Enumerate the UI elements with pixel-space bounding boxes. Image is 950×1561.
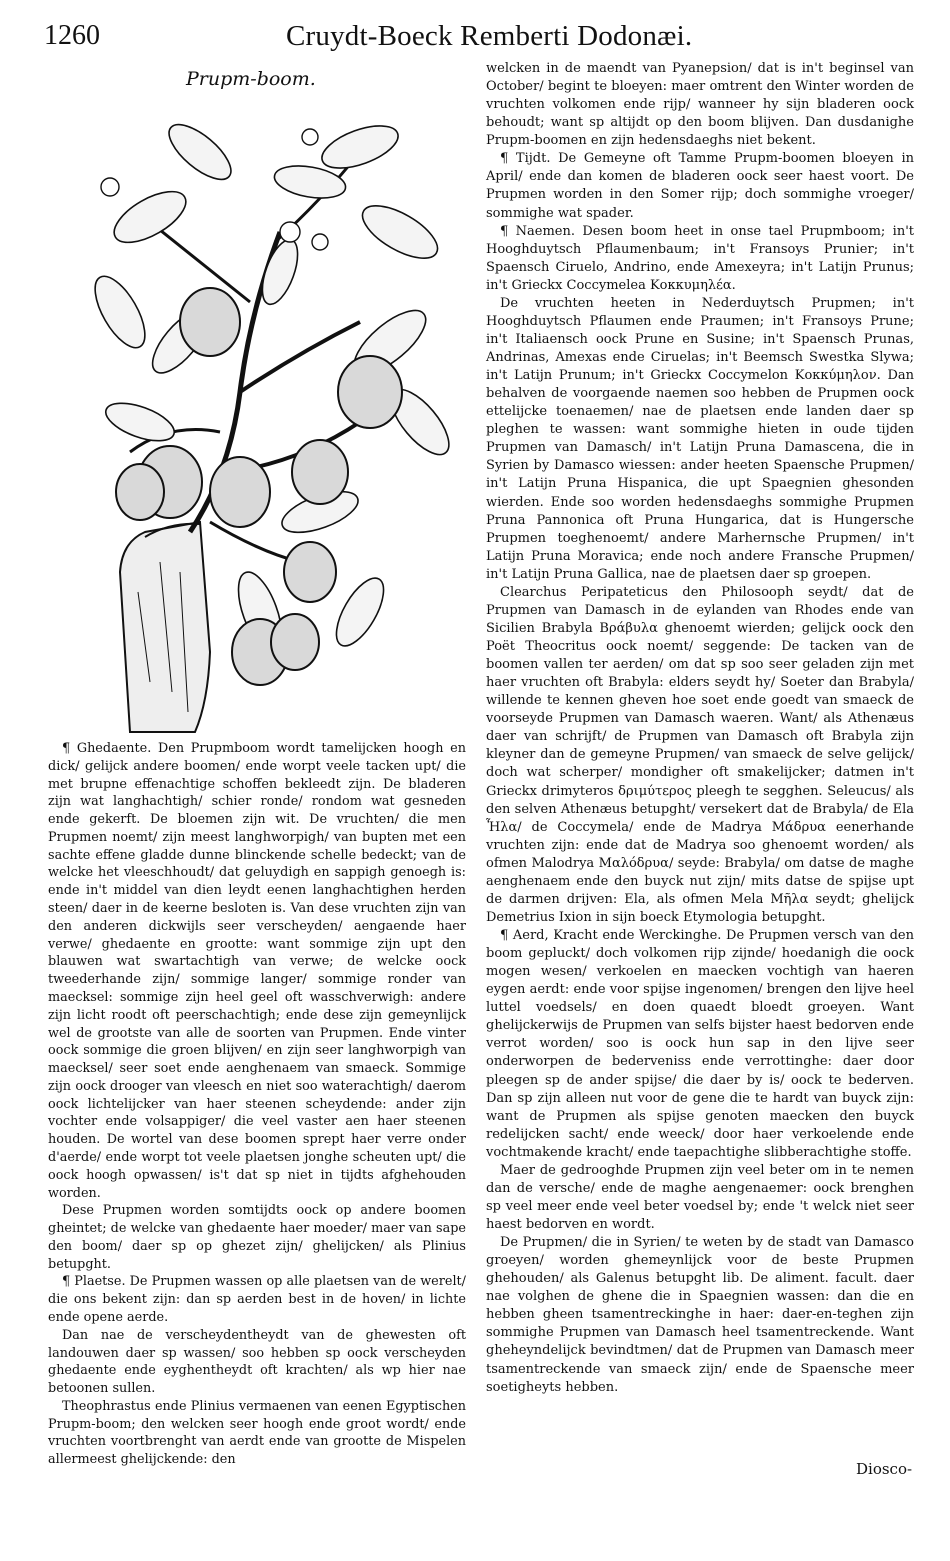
right-column [486,60,914,1397]
paragraph-dried-plums: Maer de gedrooghde Prupmen zijn veel beter om in te nemen dan de versche/ ende de maghe aengenaemer: oock brenghen sp veel meer ende veel beter voedsel by; ende 't welck niet seer haest bedorven en wordt. [486,1162,914,1232]
paragraph-tijdt: ¶ Tijdt. De Gemeyne oft Tamme Prupm-boomen bloeyen in April/ ende dan komen de bladeren oock seer haest voort. De Prupmen worden in den Somer rijp; doch sommighe vroeger/ sommighe wat spader. [486,151,914,221]
paragraph-clearchus: Clearchus Peripateticus den Philosooph seydt/ dat de Prupmen van Damasch in de eylanden van Rhodes ende van Sicilien Brabyla Βράβυλα ghenoemt wierden; gelijck oock den Poët Theocritus oock noemt/ seggende: De tacken van de boomen vallen ter aerden/ om dat sp soo seer geladen zijn met haer vruchten oft Brabyla: elders seydt hy/ Soeter dan Brabyla/ willende te kennen gheven hoe soet ende goedt van smaeck de voorseyde Prupmen van Damasch waeren. Want/ als Athenæus daer van schrijft/ de Prupmen van Damasch oft Brabyla zijn kleyner dan de gemeyne Prupmen/ van smaeck de selve gelijck/ doch wat scherper/ mondigher oft smakelijcker; datmen in't Grieckx drimyteros δριμύτερος pleegh te segghen. Seleucus/ als den selven Athenæus betupght/ versekert dat de Brabyla/ de Ela Ἦλα/ de Coccymela/ ende de Madrya Μάδρυα eenerhande vruchten zijn: ende dat de Madrya soo ghenoemt worden/ als ofmen Malodrya Μαλόδρυα/ seyde: Brabyla/ om datse de maghe aenghenaem ende den buyck nut zijn/ mits datse de spijse upt de darmen drijven: Ela, als ofmen Mela Μῆλα seydt; ghelijck Demetrius Ixion in sijn boeck Etymologia betupght. [486,584,914,925]
running-title: Cruydt-Boeck Remberti Dodonæi. [286,20,693,52]
page-number: 1260 [44,20,100,51]
paragraph-regions: Dan nae de verscheydentheydt van de ghewesten oft landouwen daer sp wassen/ soo hebben sp oock verscheyden ghedaente ende eyghentheydt oft krachten/ als wp hier nae betoonen sullen. [48,1327,466,1397]
paragraph-plaetse: ¶ Plaetse. De Prupmen wassen op alle plaetsen van de werelt/ die ons bekent zijn: dan sp aerden best in de hoven/ in lichte ende opene aerde. [48,1274,466,1325]
paragraph-ghedaente: ¶ Ghedaente. Den Prupmboom wordt tamelijcken hoogh en dick/ gelijck andere boomen/ ende worpt veele tacken upt/ die met brupne effenachtige schoffen bekleedt zijn. De bladeren zijn wat langhachtigh/ schier ronde/ rondom wat gesneden ende gekerft. De bloemen zijn wit. De vruchten/ die men Prupmen noemt/ zijn meest langhworpigh/ van bupten met een sachte effene gladde dunne blinckende schelle bedeckt; van de welcke het vleeschhoudt/ dat geluydigh en sappigh genoegh is: ende in't middel van dien leydt eenen langhachtighen herden steen/ daer in de keerne besloten is. Van dese vruchten zijn van den anderen dickwijls seer verscheyden/ aengaende haer verwe/ ghedaente en grootte: want sommige zijn upt den blauwen wat swartachtigh van verwe; de welcke oock tweederhande zijn/ sommige langer/ sommige ronder van maecksel: sommige zijn heel geel oft wasschverwigh: andere zijn licht roodt oft peerschachtigh; ende dese zijn gemeynlijck wel de grootste van alle de soorten van Prupmen. Ende vinter oock sommige die groen blijven/ en zijn seer langhworpigh van maecksel/ seer soet ende aenghenaem van smaeck. Sommige zijn oock drooger van vleesch en niet soo waterachtigh/ daerom oock lichtelijcker van haer steenen scheydende: ander zijn vochter ende volsappiger/ die veel vaster aen haer steenen houden. De wortel van dese boomen sprept haer verre onder d'aerde/ ende worpt tot veele plaetsen jonghe scheuten upt/ die oock hoogh opwassen/ is't dat sp niet in tijdts afghehouden worden. [48,741,466,1201]
plum-tree-woodcut [60,92,460,740]
left-column [48,740,466,1469]
paragraph-syrian-plums: De Prupmen/ die in Syrien/ te weten by de stadt van Damasco groeyen/ worden ghemeynlijck voor de beste Prupmen ghehouden/ als Galenus betupght lib. De aliment. facult. daer nae volghen de ghene die in Spaegnien wassen: dan die en hebben gheen tsamentreckinghe in haer: daer-en-teghen zijn sommighe Prupmen van Damasch heel tsamentreckende. Want gheheyndelijck bevindtmen/ dat de Prupmen van Damasch meer tsamentreckende van smaeck zijn/ ende de Spaensche meer soetigheyts hebben. [486,1235,914,1395]
paragraph-naemen: ¶ Naemen. Desen boom heet in onse tael Prupmboom; in't Hooghduytsch Pflaumenbaum; in't Fransoys Prunier; in't Spaensch Ciruelo, Andrino, ende Amexeyra; in't Latijn Prunus; in't Grieckx Coccymelea Κοκκυμηλέα. [486,223,914,293]
figure-caption: Prupm-boom. [186,68,316,90]
catchword: Diosco- [856,1460,913,1478]
paragraph-egyptian-plum: Theophrastus ende Plinius vermaenen van eenen Egyptischen Prupm-boom; den welcken seer hoogh ende groot wordt/ ende vruchten voortbrenght van aerdt ende van grootte de Mispelen allermeest ghelijckende: den [48,1398,466,1468]
paragraph-aerd-kracht: ¶ Aerd, Kracht ende Werckinghe. De Prupmen versch van den boom gepluckt/ doch volkomen rijp zijnde/ hoedanigh die oock mogen wesen/ verkoelen en maecken vochtigh van haeren eygen aerdt: ende voor spijse ingenomen/ brengen den lijve heel luttel voedsels/ en doen quaedt bloedt groeyen. Want ghelijckerwijs de Prupmen van selfs bijster haest bedorven ende verrot worden/ soo is oock hun sap in den lijve seer onderworpen de bederveniss ende verrottinghe: daer door pleegen sp de ander spijse/ die daer by is/ oock te bederven. Dan sp zijn alleen nut voor de gene die te hardt van buyck zijn: want de Prupmen als spijse genoten maecken den buyck redelijcken sacht/ ende weeck/ door haer verkoelende ende vochtmakende kracht/ ende taepachtighe slibberachtighe stoffe. [486,928,914,1160]
paragraph-fruit-names: De vruchten heeten in Nederduytsch Prupmen; in't Hooghduytsch Pflaumen ende Praumen; in't Fransoys Prune; in't Italiaensch oock Prune en Susine; in't Spaensch Prunas, Andrinas, Amexas ende Ciruelas; in't Beemsch Swestka Slywa; in't Latijn Prunum; in't Grieckx Coccymelon Κοκκύμηλον. Dan behalven de voorgaende naemen soo hebben de Prupmen oock ettelijcke toenaemen/ nae de plaetsen ende landen daer sp pleghen te wassen: want sommighe hieten in oude tijden Prupmen van Damasch/ in't Latijn Pruna Damascena, die in Syrien by Damasco wiessen: ander heeten Spaensche Prupmen/ in't Latijn Pruna Hispanica, die upt Spaegnien ghesonden wierden. Ende soo worden hedensdaeghs sommighe Prupmen Pruna Pannonica oft Pruna Hungarica, dat is Hungersche Prupmen toeghenoemt/ andere Marhernsche Prupmen/ in't Latijn Pruna Moravica; ende noch andere Fransche Prupmen/ in't Latijn Pruna Gallica, nae de plaetsen daer sp groepen. [486,295,914,582]
paragraph-grafting: Dese Prupmen worden somtijdts oock op andere boomen gheintet; de welcke van ghedaente haer moeder/ maer van sape den boom/ daer sp op ghezet zijn/ ghelijcken/ als Plinius betupght. [48,1203,466,1272]
paragraph-continuation: welcken in de maendt van Pyanepsion/ dat is in't beginsel van October/ begint te bloeyen: maer omtrent den Winter worden de vruchten volkomen ende rijp/ wanneer hy sijn bladeren oock behoudt; want sp altijdt op den boom blijven. Dan dusdanighe Prupm-boomen en zijn hedensdaeghs niet bekent. [486,61,914,149]
